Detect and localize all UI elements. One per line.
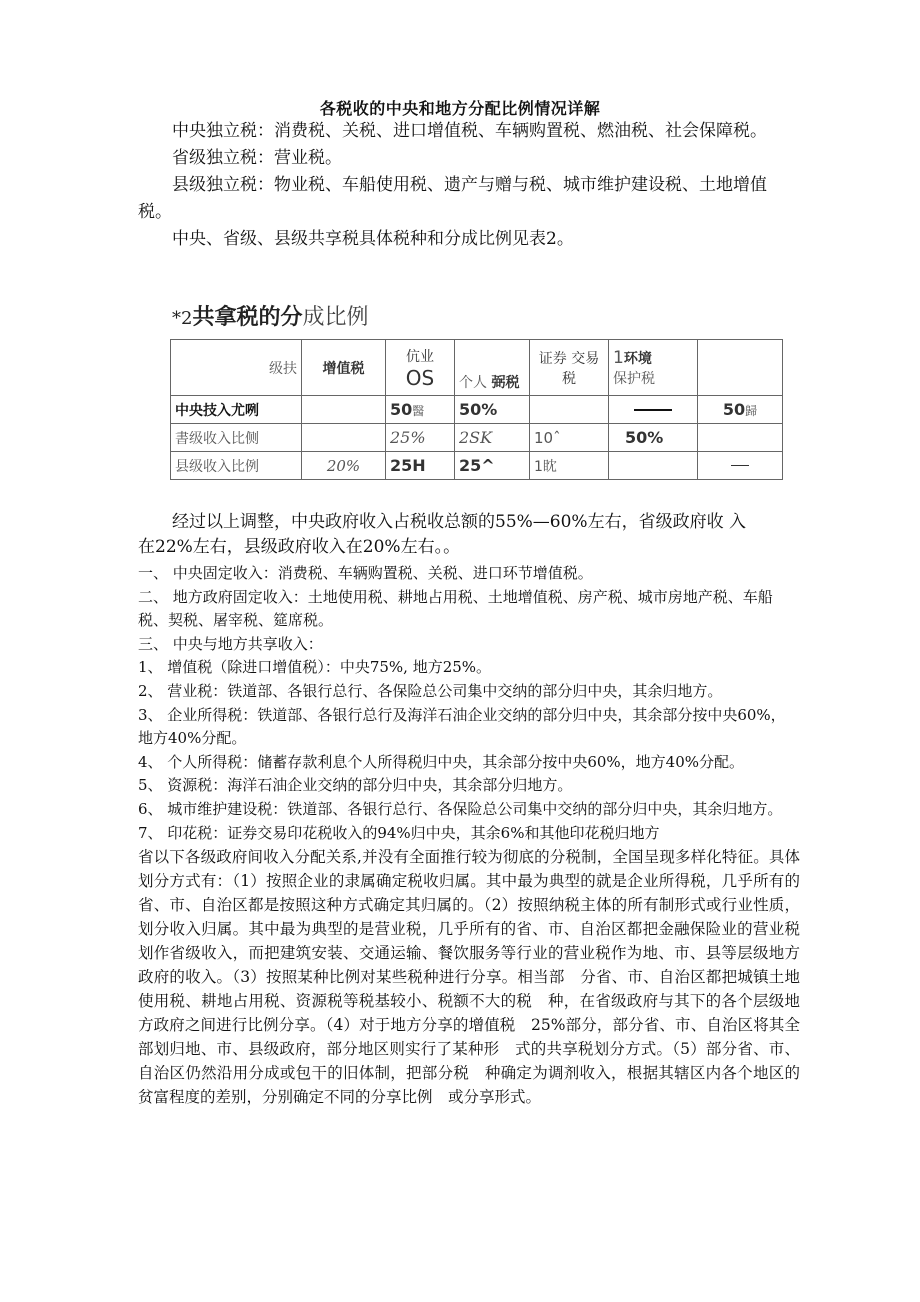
cell-corporate: 25% [386, 424, 455, 452]
header-personal-tax-bold: 弼税 [491, 375, 520, 391]
cell-corporate: 50醫 [386, 396, 455, 424]
row-label: 中央技入尤咧 [171, 396, 302, 424]
list-item: 3、 企业所得税：铁道部、各银行总行及海洋石油企业交纳的部分归中央，其余部分按中央60%，地方40%分配。 [138, 705, 786, 748]
header-securities-tax-top: 证券 交易 [538, 350, 600, 367]
summary-line-2: 在22%左右，县级政府收入在20%左右。。 [138, 537, 461, 557]
table-header-row [171, 340, 783, 396]
cell-last [698, 452, 783, 480]
header-securities-tax-bottom: 税 [562, 370, 576, 387]
cell-last [698, 424, 783, 452]
cell-securities: 1眈 [530, 452, 609, 480]
list-item: 1、 增值税（除进口增值税）：中央75%, 地方25%。 [138, 658, 492, 677]
list-item: 一、 中央固定收入：消费税、车辆购置税、关税、进口环节增值税。 [138, 564, 593, 582]
cell-personal: 2SK [455, 424, 530, 452]
body-section [138, 510, 800, 1109]
cell-environment: 50% [609, 424, 698, 452]
header-corporate-tax-big: OS [405, 365, 435, 390]
header-corporate-tax-top: 伉业 [406, 348, 434, 365]
table-title-number: *2 [172, 308, 193, 329]
summary-line-1: 经过以上调整，中央政府收入占税收总额的55%—60%左右，省级政府收 入 [172, 512, 746, 532]
cell-securities: 10ˆ [530, 424, 609, 452]
intro-provincial-taxes: 省级独立税：营业税。 [172, 148, 342, 168]
dash-mark [731, 465, 749, 466]
cell-vat: 20% [302, 452, 386, 480]
intro-section [138, 118, 798, 253]
closing-paragraph: 省以下各级政府间收入分配关系,并没有全面推行较为彻底的分税制，全国呈现多样化特征。具体划分方式有：（1）按照企业的隶属确定税收归属。其中最为典型的就是企业所得税，几乎所有的省、市、自治区都是按照这种方式确定其归属的。（2）按照纳税主体的所有制形式或行业性质，划分收入归属。其中最为典型的是营业税，几乎所有的省、市、自治区都把金融保险业的营业税划作省级收入，而把建筑安装、交通运输、餐饮服务等行业的营业税作为地、市、县等层级地方政府的收入。（3）按照某种比例对某些税种进行分享。相当部 分省、市、自治区都把城镇土地使用税、耕地占用税、资源税等税基较小、税额不大的税 种，在省级政府与其下的各个层级地方政府之间进行比例分享。（4）对于地方分享的增值税 25%部分，部分省、市、自治区将其全部划归地、市、县级政府，部分地区则实行了某种形 式的共享税划分方式。（5）部分省、市、自治区仍然沿用分成或包干的旧体制，把部分税 种确定为调剂收入，根据其辖区内各个地区的贫富程度的差别，分别确定不同的分享比例 或分享形式。 [138, 848, 800, 1107]
header-environment-tax-top: 环境 [623, 350, 652, 367]
document-title: 各税收的中央和地方分配比例情况详解 [319, 99, 601, 118]
header-securities-tax [530, 340, 609, 396]
cell-securities [530, 396, 609, 424]
header-corporate-tax [386, 340, 455, 396]
header-empty [698, 340, 783, 396]
list-item: 6、 城市维护建设税：铁道部、各银行总行、各保险总公司集中交纳的部分归中央，其余归地方。 [138, 799, 783, 818]
table-row-county [171, 452, 783, 480]
table-row-central [171, 396, 783, 424]
cell-environment [609, 396, 698, 424]
cell-environment [609, 452, 698, 480]
list-item: 2、 营业税：铁道部、各银行总行、各保险总公司集中交纳的部分归中央，其余归地方。 [138, 681, 723, 700]
intro-central-taxes: 中央独立税：消费税、关税、进口增值税、车辆购置税、燃油税、社会保障税。 [172, 121, 767, 141]
intro-shared-taxes: 中央、省级、县级共享税具体税种和分成比例见表2。 [172, 229, 574, 249]
cell-last: 50歸 [698, 396, 783, 424]
cell-personal: 50% [455, 396, 530, 424]
intro-county-taxes: 县级独立税：物业税、车船使用税、遗产与赠与税、城市维护建设税、土地增值税。 [138, 175, 767, 222]
shared-tax-ratio-table [170, 339, 783, 480]
cell-corporate: 25H [386, 452, 455, 480]
row-label: 县级收入比例 [171, 452, 302, 480]
header-environment-tax [609, 340, 698, 396]
cell-vat [302, 396, 386, 424]
table-title-bold: 共拿税的分 [192, 305, 303, 330]
row-label: 書级收入比侧 [171, 424, 302, 452]
cell-vat [302, 424, 386, 452]
list-item: 二、 地方政府固定收入：土地使用税、耕地占用税、土地增值税、房产税、城市房地产税、车船税、契税、屠宰税、筵席税。 [138, 587, 773, 630]
list-item: 三、 中央与地方共享收入： [138, 634, 323, 653]
table-title [172, 300, 368, 331]
dash-mark [634, 409, 672, 411]
header-vat: 增值税 [302, 340, 386, 396]
header-personal-tax [455, 340, 530, 396]
cell-personal: 25^ [455, 452, 530, 480]
table-row-provincial [171, 424, 783, 452]
header-personal-tax-label: 个人 [459, 375, 487, 391]
list-item: 5、 资源税：海洋石油企业交纳的部分归中央，其余部分归地方。 [138, 776, 573, 795]
header-environment-tax-bottom: 保护税 [613, 370, 655, 387]
list-item: 4、 个人所得税：储蓄存款利息个人所得税归中央，其余部分按中央60%，地方40%分配。 [138, 752, 744, 771]
list-item: 7、 印花税：证券交易印花税收入的94%归中央，其余6%和其他印花税归地方 [138, 823, 660, 842]
header-level: 级扶 [171, 340, 302, 396]
header-environment-tax-mark: 1 [613, 347, 624, 368]
table-title-normal: 成比例 [302, 305, 369, 330]
